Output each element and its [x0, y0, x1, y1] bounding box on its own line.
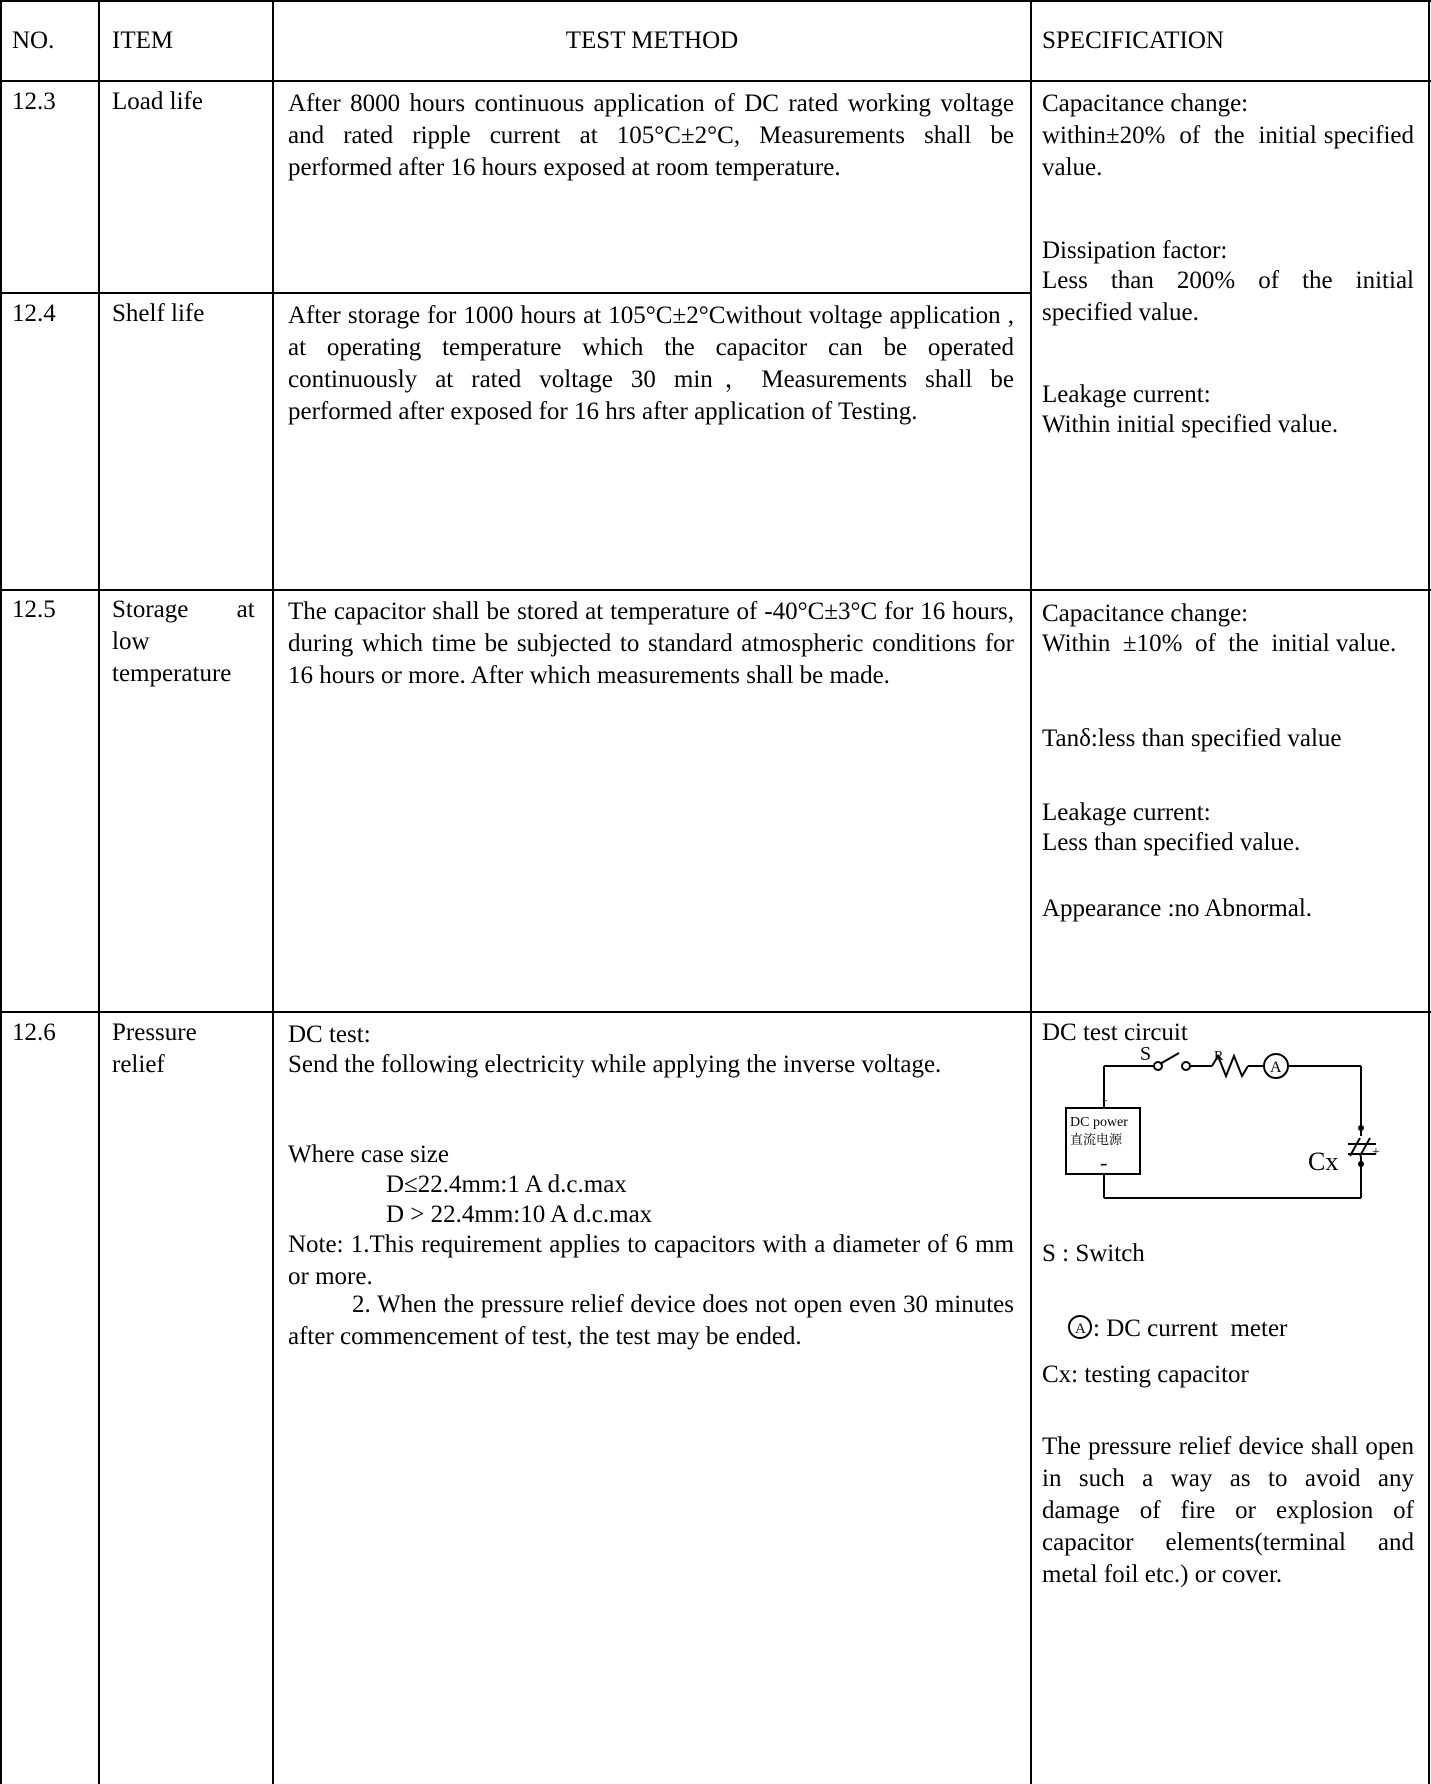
spec-lc-value-12-3: Within initial specified value.	[1042, 411, 1339, 438]
circuit-label-dc-power-cn: 直流电源	[1070, 1132, 1123, 1147]
row-divider-header	[0, 80, 1431, 82]
row-no-12-5: 12.5	[12, 596, 56, 623]
circuit-label-s: S	[1140, 1046, 1152, 1065]
spec-switch-label: S : Switch	[1042, 1240, 1145, 1267]
method-case-size: Where case size	[288, 1141, 449, 1168]
spec-cap-value-12-3: within±20% of the initial specified value.	[1042, 122, 1421, 181]
switch-contact	[1182, 1062, 1190, 1070]
header-specification: SPECIFICATION	[1042, 27, 1224, 54]
spec-relief-desc: The pressure relief device shall open in such a way as to avoid any damage of fire or explosion of capacitor elements(terminal and metal foil etc.) or cover.	[1042, 1433, 1414, 1588]
method-d2: D > 22.4mm:10 A d.c.max	[386, 1201, 653, 1228]
row-no-12-4: 12.4	[12, 300, 56, 327]
terminal-dot	[1358, 1161, 1364, 1167]
col-divider-3	[1030, 0, 1032, 1784]
method-dc-test: DC test:	[288, 1021, 371, 1048]
row-divider-12-6	[0, 1011, 1431, 1013]
item-line: Pressure	[112, 1019, 197, 1046]
switch-blade	[1160, 1053, 1179, 1064]
row-item-12-4: Shelf life	[112, 300, 205, 327]
circled-a-letter: A	[1075, 1321, 1086, 1337]
col-divider-2	[272, 0, 274, 1784]
circuit-label-plus-cap: +	[1372, 1145, 1380, 1160]
header-item: ITEM	[112, 27, 174, 54]
spec-tan-12-5: Tanδ:less than specified value	[1042, 725, 1342, 752]
row-method-12-4: After storage for 1000 hours at 105°C±2°Cwithout voltage application , at operating temperature which the capacitor can be operated continuously at rated voltage 30 min，Measurements shall be performed after exposed for 16 hrs after application of Testing.	[288, 302, 1014, 425]
circuit-label-r: R	[1214, 1049, 1224, 1064]
spec-ammeter-desc: : DC current meter	[1093, 1315, 1288, 1342]
row-method-12-5: The capacitor shall be stored at temperature of -40°C±3°C for 16 hours, during which time be subjected to standard atmospheric conditions for 16 hours or more. After which measurements shall be made.	[288, 598, 1014, 689]
spec-cx-desc: Cx: testing capacitor	[1042, 1361, 1249, 1388]
spec-appearance-12-5: Appearance :no Abnormal.	[1042, 895, 1313, 922]
row-divider-12-5	[0, 589, 1431, 591]
header-no: NO.	[12, 27, 55, 54]
circuit-label-minus: -	[1100, 1150, 1108, 1175]
item-line: Storage at	[112, 596, 255, 623]
spec-lc-title-12-5: Leakage current:	[1042, 799, 1211, 826]
row-no-12-3: 12.3	[12, 88, 56, 115]
spec-df-title-12-3: Dissipation factor:	[1042, 237, 1228, 264]
row-item-12-5	[112, 594, 262, 690]
spec-cap-title-12-3: Capacitance change:	[1042, 90, 1249, 117]
item-line: relief	[112, 1051, 165, 1078]
header-test-method: TEST METHOD	[565, 27, 739, 54]
circuit-label-cx: Cx	[1308, 1147, 1339, 1176]
spec-cap-title-12-5: Capacitance change:	[1042, 600, 1249, 627]
item-line: temperature	[112, 660, 232, 687]
spec-circuit-title: DC test circuit	[1042, 1019, 1188, 1046]
circuit-label-dc-power: DC power	[1070, 1115, 1128, 1130]
col-divider-1	[98, 0, 100, 1784]
table-border-right	[1428, 0, 1430, 1784]
table-border-left	[0, 0, 2, 1784]
spec-lc-title-12-3: Leakage current:	[1042, 381, 1211, 408]
circuit-label-a: A	[1270, 1059, 1282, 1076]
spec-lc-value-12-5: Less than specified value.	[1042, 829, 1301, 856]
method-d1: D≤22.4mm:1 A d.c.max	[386, 1171, 627, 1198]
method-note2: 2. When the pressure relief device does not open even 30 minutes after commencement of test, the test may be ended.	[288, 1291, 1014, 1350]
spec-cap-value-12-5: Within ±10% of the initial value.	[1042, 630, 1397, 657]
row-divider-12-4	[0, 292, 1030, 294]
row-method-12-3: After 8000 hours continuous application of DC rated working voltage and rated ripple current at 105°C±2°C, Measurements shall be performed after 16 hours exposed at room temperature.	[288, 90, 1014, 181]
item-line: low	[112, 628, 150, 655]
row-no-12-6: 12.6	[12, 1019, 56, 1046]
circled-a-icon	[1067, 1314, 1093, 1340]
dc-test-circuit-diagram	[1064, 1046, 1384, 1221]
method-send: Send the following electricity while applying the inverse voltage.	[288, 1051, 942, 1078]
method-note1: Note: 1.This requirement applies to capacitors with a diameter of 6 mm or more.	[288, 1231, 1014, 1290]
row-item-12-6	[112, 1017, 197, 1081]
terminal-dot	[1358, 1125, 1364, 1131]
spec-df-value-12-3: Less than 200% of the initial specified value.	[1042, 267, 1414, 326]
row-item-12-3: Load life	[112, 88, 203, 115]
circuit-label-plus-power: +	[1102, 1096, 1108, 1107]
table-border-top	[0, 0, 1431, 2]
